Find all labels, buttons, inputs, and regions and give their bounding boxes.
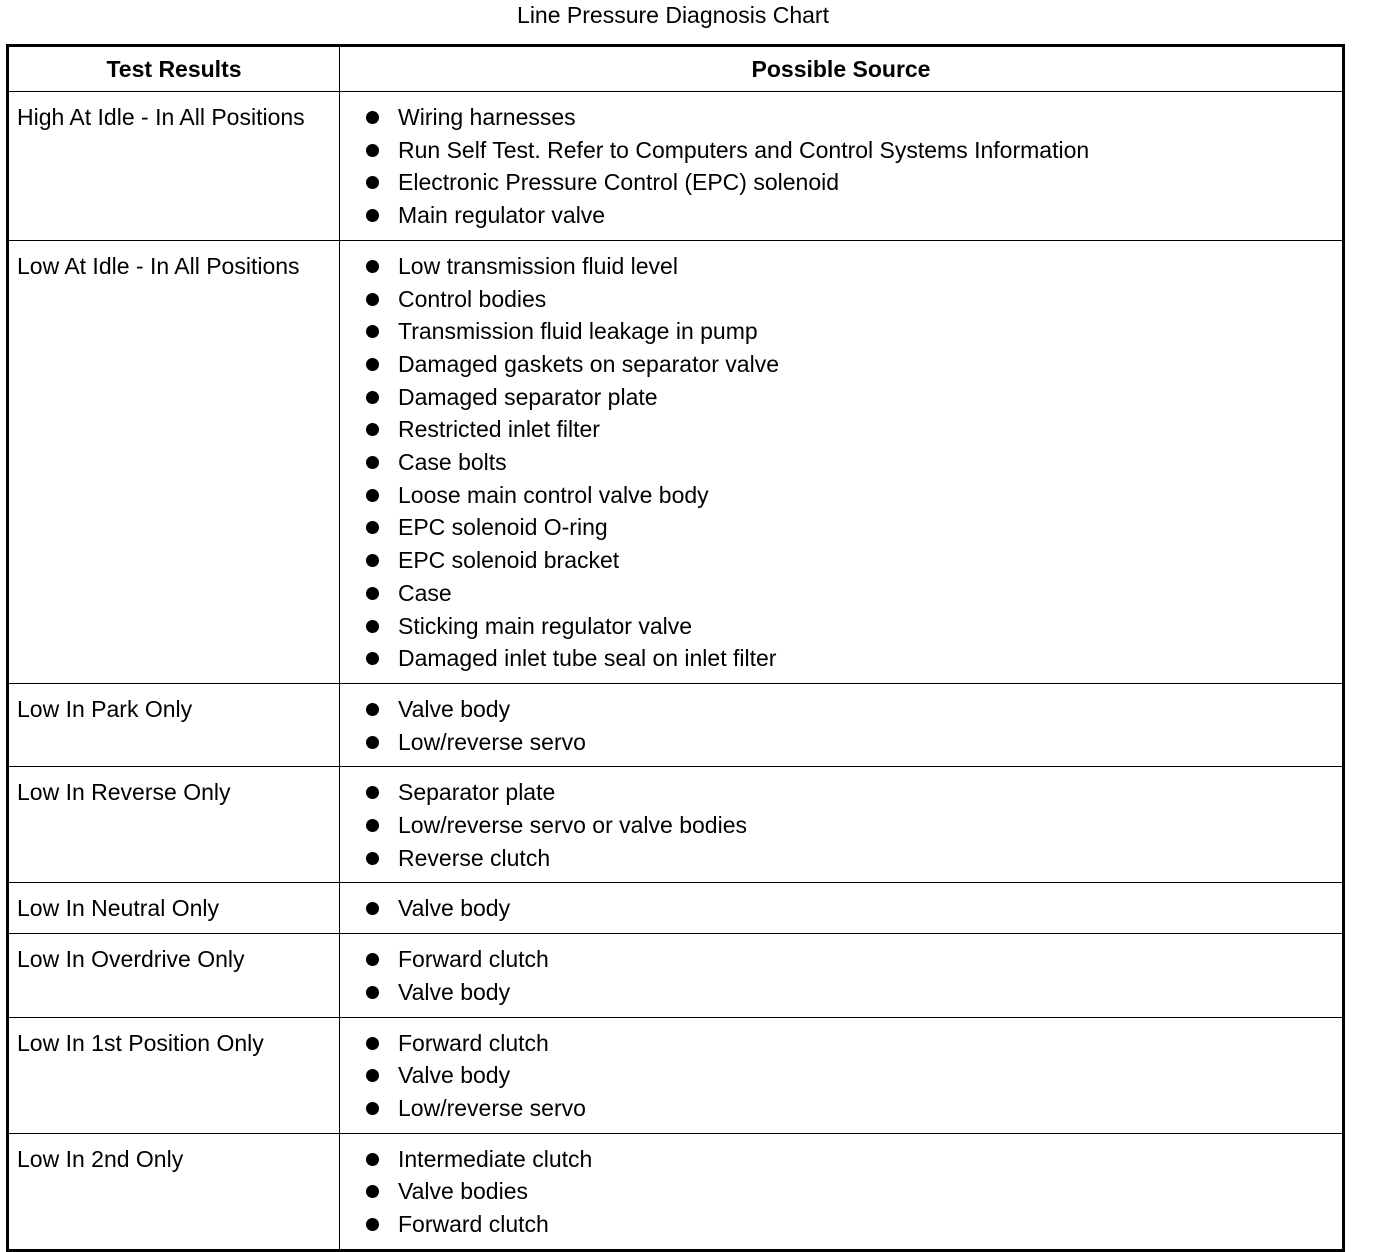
source-text: Wiring harnesses [398, 104, 576, 130]
source-list-item [364, 479, 1336, 512]
diagnosis-table [6, 44, 1345, 1252]
source-text: Valve body [398, 978, 511, 1005]
source-list [364, 693, 1336, 758]
source-text: Sticking main regulator valve [398, 612, 693, 639]
source-list-item [364, 976, 1336, 1009]
source-text: Restricted inlet filter [398, 416, 600, 443]
source-list-item [364, 283, 1336, 316]
source-list-item [364, 1143, 1336, 1176]
source-list [364, 250, 1336, 675]
bullet-icon [366, 587, 379, 600]
source-list [364, 1027, 1336, 1125]
source-list-item [364, 315, 1336, 348]
source-text: Valve body [398, 1062, 511, 1089]
bullet-icon [366, 703, 379, 716]
source-text: Case bolts [398, 449, 507, 476]
table-body [8, 92, 1344, 1251]
table-row [8, 683, 1344, 766]
bullet-icon [366, 852, 379, 865]
bullet-icon [366, 554, 379, 567]
test-result-cell: Low In Park Only [8, 683, 340, 766]
bullet-icon [366, 260, 379, 273]
bullet-icon [366, 736, 379, 749]
source-list-item [364, 610, 1336, 643]
source-list [364, 776, 1336, 874]
source-text: Low transmission fluid level [398, 252, 678, 279]
source-text: Low/reverse servo [398, 1094, 586, 1121]
source-text: Forward clutch [398, 946, 549, 973]
source-list [364, 101, 1336, 232]
source-list-item [364, 776, 1336, 809]
test-result-cell: High At Idle - In All Positions [8, 92, 340, 241]
source-list-item [364, 250, 1336, 283]
source-list-item [364, 348, 1336, 381]
test-result-cell: Low In Neutral Only [8, 883, 340, 934]
source-text: Valve bodies [398, 1178, 528, 1205]
table-row [8, 240, 1344, 683]
source-text: Damaged inlet tube seal on inlet filter [398, 645, 777, 672]
test-result-cell: Low In Overdrive Only [8, 934, 340, 1017]
bullet-icon [366, 1218, 379, 1231]
bullet-icon [366, 1069, 379, 1082]
source-text: Intermediate clutch [398, 1145, 593, 1172]
source-list-item [364, 726, 1336, 759]
source-list-item [364, 1092, 1336, 1125]
table-row [8, 767, 1344, 883]
table-row [8, 883, 1344, 934]
source-list [364, 943, 1336, 1008]
bullet-icon [366, 620, 379, 633]
source-list-item [364, 381, 1336, 414]
chart-title: Line Pressure Diagnosis Chart [517, 2, 829, 28]
source-text: Reverse clutch [398, 844, 551, 871]
source-text: Transmission fluid leakage in pump [398, 318, 758, 345]
bullet-icon [366, 1153, 379, 1166]
bullet-icon [366, 391, 379, 404]
bullet-icon [366, 902, 379, 915]
bullet-icon [366, 786, 379, 799]
source-list-item [364, 577, 1336, 610]
possible-source-cell [340, 934, 1344, 1017]
bullet-icon [366, 521, 379, 534]
source-list-item [364, 134, 1336, 167]
test-result-cell: Low In 1st Position Only [8, 1017, 340, 1133]
source-list-item [364, 101, 1336, 134]
source-text: Case [398, 579, 452, 606]
table-row [8, 92, 1344, 241]
source-list-item [364, 809, 1336, 842]
bullet-icon [366, 456, 379, 469]
bullet-icon [366, 1185, 379, 1198]
bullet-icon [366, 209, 379, 222]
source-text: Forward clutch [398, 1211, 549, 1238]
possible-source-cell [340, 683, 1344, 766]
source-text: Electronic Pressure Control (EPC) solenoid [398, 169, 840, 196]
test-result-cell: Low At Idle - In All Positions [8, 240, 340, 683]
source-text: Valve body [398, 895, 511, 922]
table-header-row [8, 46, 1344, 92]
source-list-item [364, 892, 1336, 925]
source-text: Control bodies [398, 285, 547, 312]
source-text: Main regulator valve [398, 202, 606, 229]
source-text: Loose main control valve body [398, 481, 709, 508]
bullet-icon [366, 986, 379, 999]
source-text: Valve body [398, 695, 511, 722]
source-list [364, 1143, 1336, 1241]
table-row [8, 1017, 1344, 1133]
bullet-icon [366, 652, 379, 665]
source-list-item [364, 446, 1336, 479]
source-list-item [364, 511, 1336, 544]
bullet-icon [366, 111, 379, 124]
bullet-icon [366, 423, 379, 436]
source-list-item [364, 544, 1336, 577]
possible-source-cell [340, 883, 1344, 934]
test-result-cell: Low In 2nd Only [8, 1133, 340, 1250]
bullet-icon [366, 1102, 379, 1115]
source-list-item [364, 642, 1336, 675]
bullet-icon [366, 953, 379, 966]
possible-source-cell [340, 1017, 1344, 1133]
source-list-item [364, 166, 1336, 199]
possible-source-cell [340, 92, 1344, 241]
source-text: Run Self Test. Refer to Computers and Control Systems Information [398, 136, 1090, 163]
possible-source-cell [340, 240, 1344, 683]
source-list-item [364, 1059, 1336, 1092]
bullet-icon [366, 358, 379, 371]
source-list-item [364, 693, 1336, 726]
table-row [8, 934, 1344, 1017]
source-text: Separator plate [398, 779, 556, 806]
bullet-icon [366, 325, 379, 338]
source-text: Damaged separator plate [398, 383, 658, 410]
source-text: Low/reverse servo or valve bodies [398, 812, 747, 839]
source-list-item [364, 1027, 1336, 1060]
bullet-icon [366, 144, 379, 157]
source-text: EPC solenoid bracket [398, 547, 620, 574]
possible-source-cell [340, 767, 1344, 883]
source-list [364, 892, 1336, 925]
bullet-icon [366, 1037, 379, 1050]
source-text: Damaged gaskets on separator valve [398, 350, 779, 377]
header-test-results: Test Results [8, 46, 340, 92]
source-text: Low/reverse servo [398, 728, 586, 755]
table-row [8, 1133, 1344, 1250]
bullet-icon [366, 293, 379, 306]
source-text: Forward clutch [398, 1029, 549, 1056]
source-text: EPC solenoid O-ring [398, 514, 608, 541]
bullet-icon [366, 489, 379, 502]
header-possible-source: Possible Source [340, 46, 1344, 92]
source-list-item [364, 842, 1336, 875]
possible-source-cell [340, 1133, 1344, 1250]
source-list-item [364, 199, 1336, 232]
source-list-item [364, 1175, 1336, 1208]
source-list-item [364, 943, 1336, 976]
test-result-cell: Low In Reverse Only [8, 767, 340, 883]
bullet-icon [366, 819, 379, 832]
source-list-item [364, 413, 1336, 446]
bullet-icon [366, 176, 379, 189]
